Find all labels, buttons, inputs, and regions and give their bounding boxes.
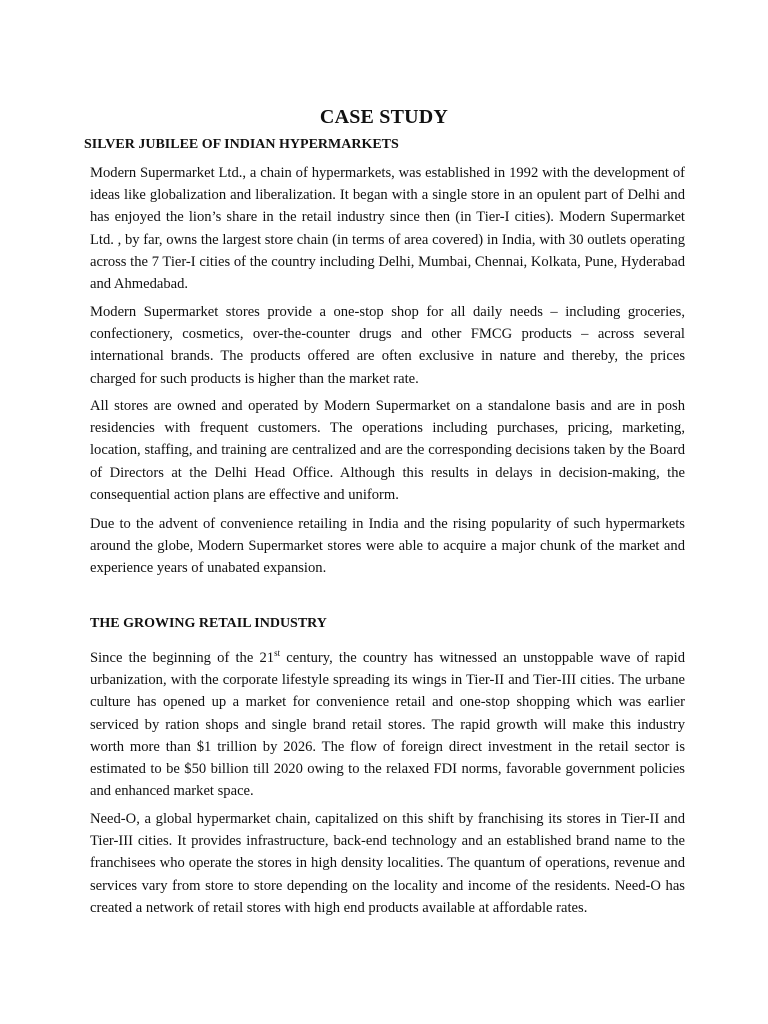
paragraph-need-o: Need-O, a global hypermarket chain, capitalized on this shift by franchising its stores in Tier-II and Tier-III cities. It provides infrastructure, back-end technology and an established brand name to the franchisees who operate the stores in high density localities. The quantum of operations, revenue and services vary from store to store depending on the locality and income of the residents. Need-O has created a network of retail stores with high end products available at affordable rates. <box>90 811 685 916</box>
ordinal-superscript: st <box>274 648 281 659</box>
paragraph-convenience-retailing: Due to the advent of convenience retailing in India and the rising popularity of such hypermarkets around the globe, Modern Supermarket stores were able to acquire a major chunk of the market and experience years of unabated expansion. <box>90 516 685 577</box>
section-heading-silver-jubilee: SILVER JUBILEE OF INDIAN HYPERMARKETS <box>84 137 399 152</box>
paragraph-store-operations: All stores are owned and operated by Modern Supermarket on a standalone basis and are in posh residencies with frequent customers. The operations including purchases, pricing, marketing, location, staffing, and training are centralized and are the corresponding decisions taken by the Board of Directors at the Delhi Head Office. Although this results in delays in decision-making, the consequential action plans are effective and uniform. <box>90 398 685 503</box>
retail-growth-text-end: century, the country has witnessed an unstoppable wave of rapid urbanization, with the corporate lifestyle spreading its wings in Tier-II and Tier-III cities. The urbane culture has opened up a market for convenience retail and one-stop shopping which was earlier serviced by ration shops and single brand retail stores. The rapid growth will make this industry worth more than $1 trillion by 2026. The flow of foreign direct investment in the retail sector is estimated to be $50 billion till 2020 owing to the relaxed FDI norms, favorable government policies and enhanced market space. <box>90 650 685 800</box>
section-heading-retail-industry: THE GROWING RETAIL INDUSTRY <box>90 616 327 631</box>
paragraph-company-intro: Modern Supermarket Ltd., a chain of hypermarkets, was established in 1992 with the development of ideas like globalization and liberalization. It began with a single store in an opulent part of Delhi and has enjoyed the lion’s share in the retail industry since then (in Tier-I cities). Modern Supermarket Ltd. , by far, owns the largest store chain (in terms of area covered) in India, with 30 outlets operating across the 7 Tier-I cities of the country including Delhi, Mumbai, Chennai, Kolkata, Pune, Hyderabad and Ahmedabad. <box>90 165 685 293</box>
retail-growth-text-start: Since the beginning of the 21 <box>90 650 275 666</box>
paragraph-retail-growth <box>90 647 685 802</box>
paragraph-one-stop-shop: Modern Supermarket stores provide a one-stop shop for all daily needs – including groceries, confectionery, cosmetics, over-the-counter drugs and other FMCG products – across several international brands. The products offered are often exclusive in nature and thereby, the prices charged for such products is higher than the market rate. <box>90 304 685 387</box>
page-title: CASE STUDY <box>319 106 449 128</box>
